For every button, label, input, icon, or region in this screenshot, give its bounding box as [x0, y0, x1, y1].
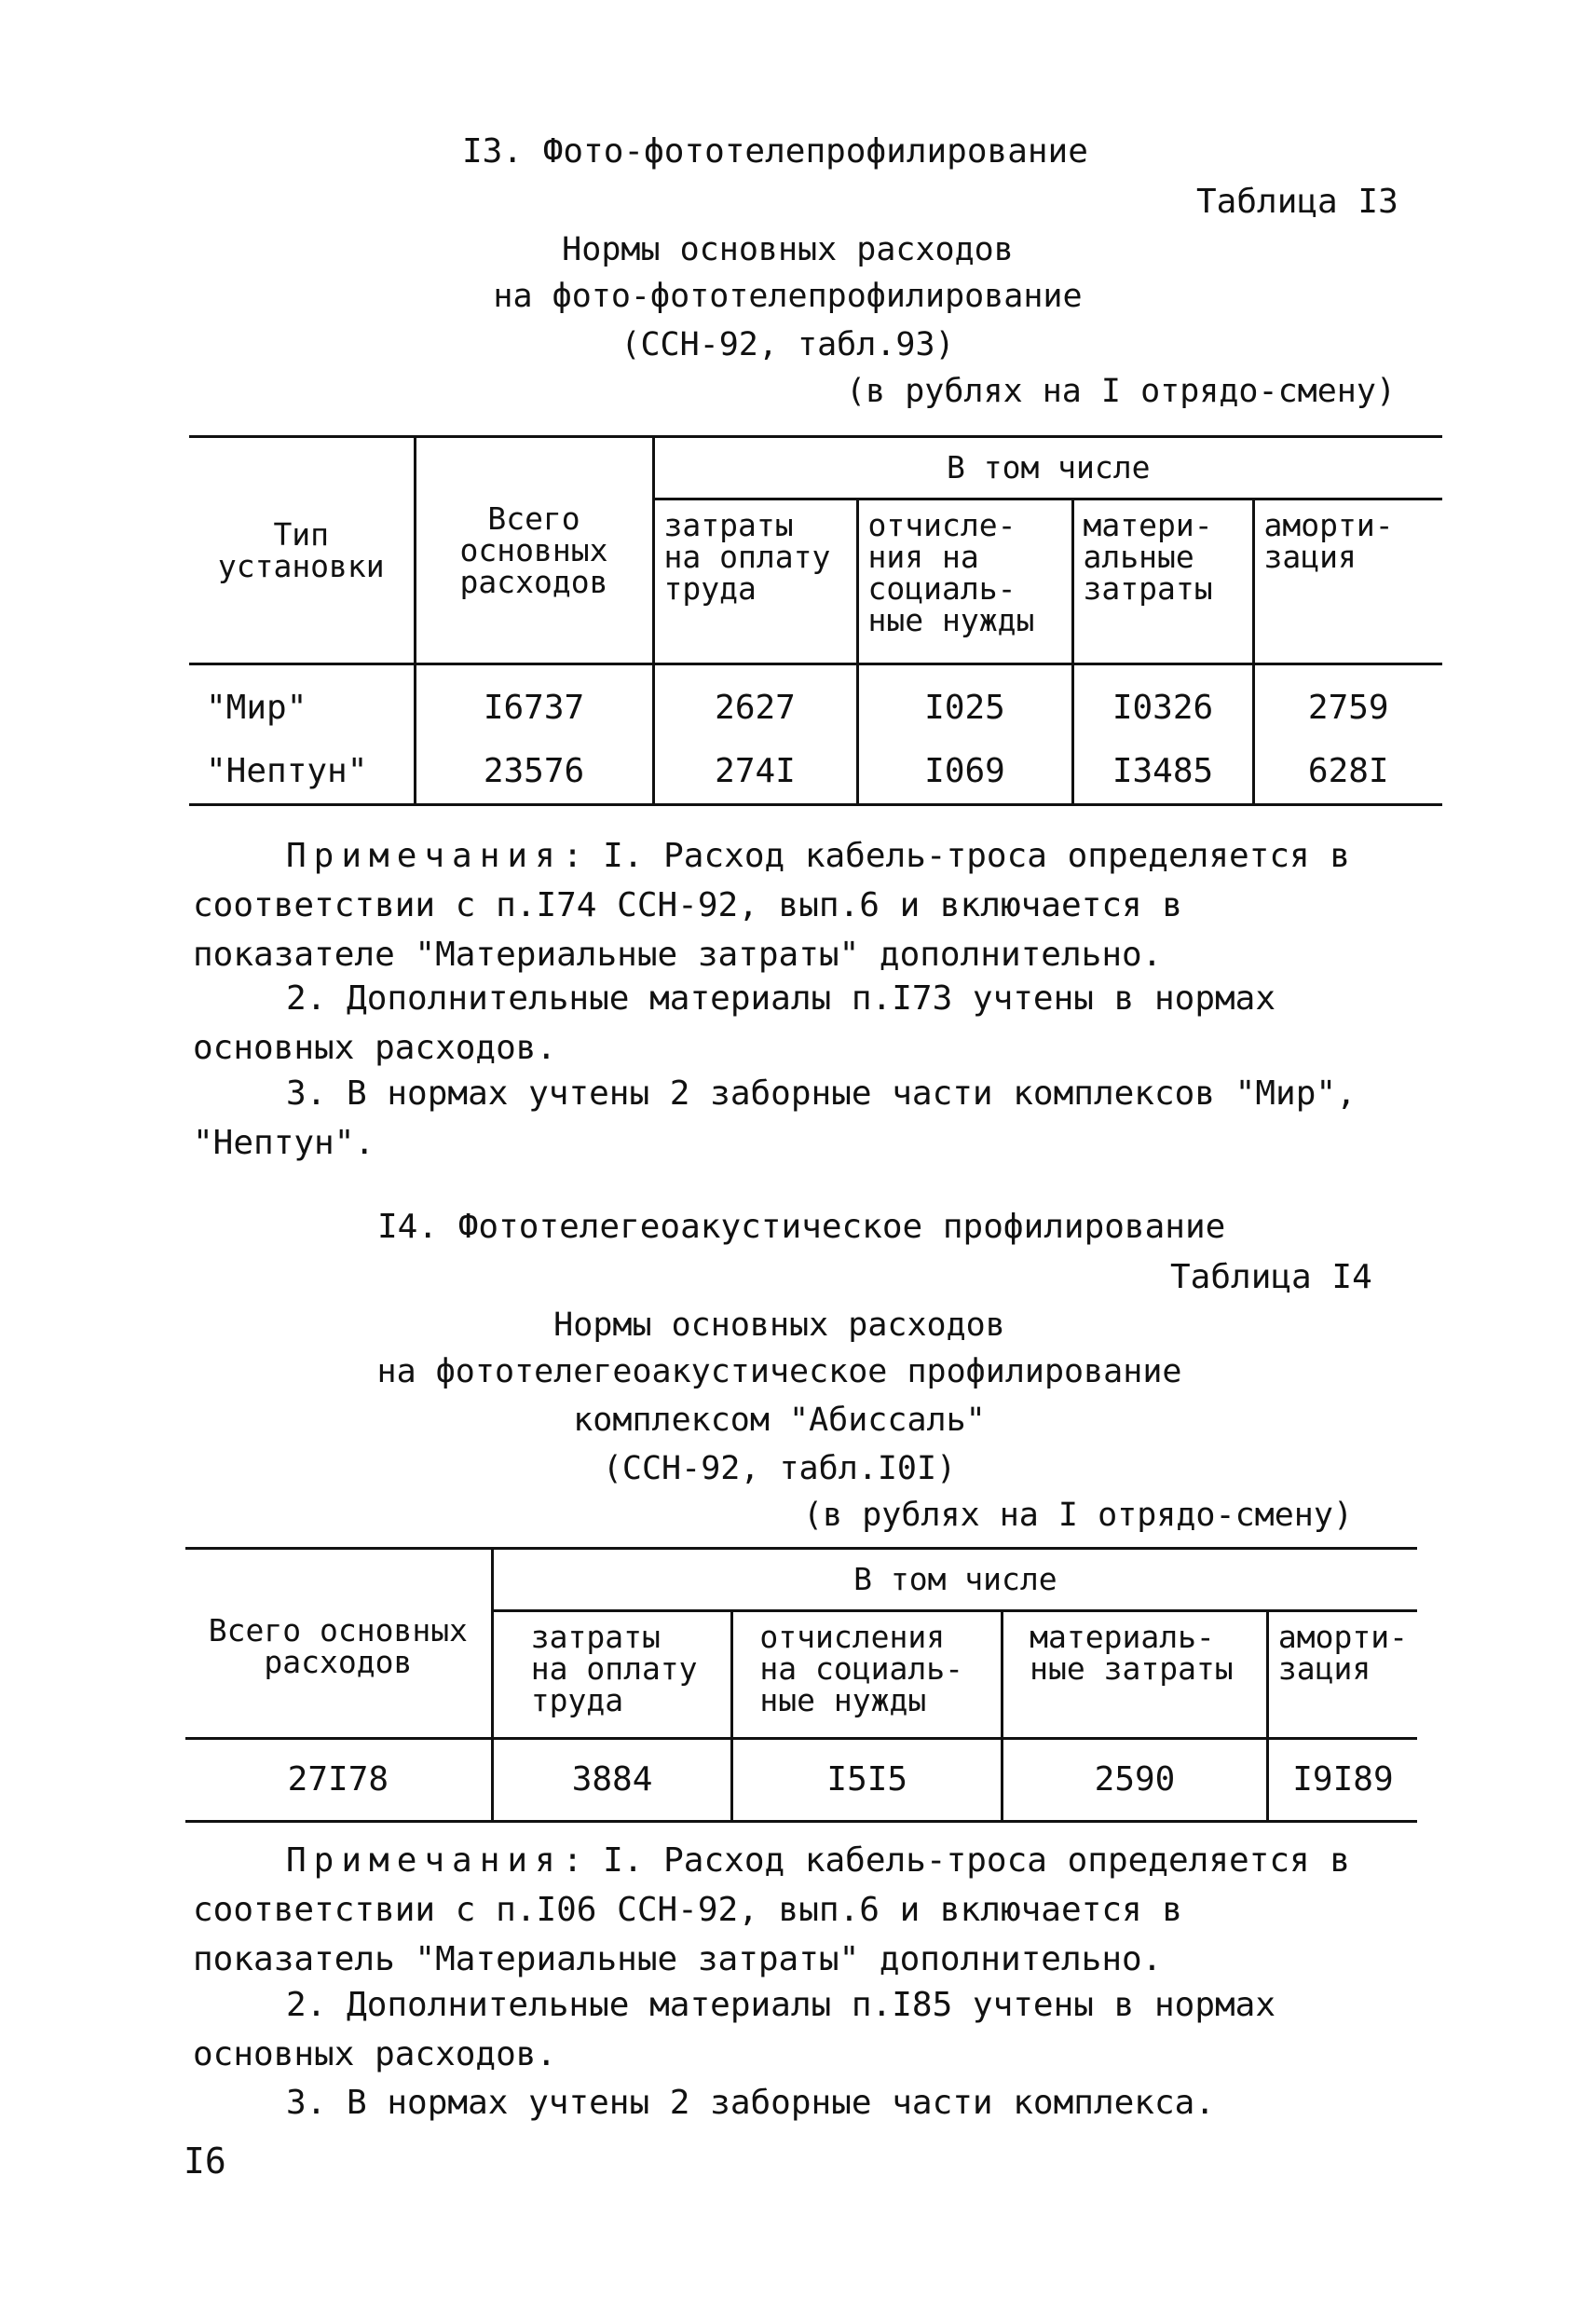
- header-labor: затраты на оплату труда: [492, 1611, 732, 1739]
- header-amortization: аморти- зация: [1267, 1611, 1417, 1739]
- notes-14-2: 2. Дополнительные материалы п.I85 учтены в нормах основных расходов.: [193, 1986, 1276, 2073]
- notes-13-2: 2. Дополнительные материалы п.I73 учтены в нормах основных расходов.: [193, 979, 1276, 1067]
- header-labor: затраты на оплату труда: [653, 499, 857, 664]
- row-material: I3485: [1072, 740, 1253, 805]
- table-13-title-line-2: на фото-фототелепрофилирование: [493, 278, 1083, 315]
- page-number: I6: [184, 2141, 226, 2182]
- notes-13-1-text: : I. Расход кабель-троса определяется в соответствии с п.I74 ССН-92, вып.6 и включается в показателе "Материальные затраты" дополнительно.: [193, 837, 1351, 974]
- notes-14-label: Примечания: [286, 1841, 563, 1880]
- header-type: Тип установки: [189, 437, 415, 664]
- notes-14-1: [193, 1836, 1404, 1984]
- row-type: "Мир": [206, 689, 307, 728]
- notes-14-3: 3. В нормах учтены 2 заборные части комплекса.: [286, 2084, 1215, 2122]
- header-social: отчисления на социаль- ные нужды: [732, 1611, 1003, 1739]
- notes-13-label: Примечания: [286, 837, 563, 875]
- row-labor: 2627: [653, 664, 857, 741]
- row-material: 2590: [1003, 1739, 1268, 1822]
- header-material: материаль- ные затраты: [1003, 1611, 1268, 1739]
- row-material: I0326: [1072, 664, 1253, 741]
- header-group: В том числе: [492, 1549, 1417, 1611]
- table-13-label: Таблица I3: [1196, 183, 1398, 221]
- row-amortization: 2759: [1253, 664, 1442, 741]
- table-13: [189, 435, 1442, 806]
- row-social: I5I5: [732, 1739, 1003, 1822]
- table-row: [189, 664, 1442, 741]
- notes-13-3: 3. В нормах учтены 2 заборные части комплексов "Мир", "Нептун".: [193, 1074, 1357, 1162]
- notes-13-1: [193, 831, 1404, 979]
- table-14-title-line-4: (ССН-92, табл.I0I): [602, 1450, 957, 1487]
- row-total: 23576: [415, 740, 653, 805]
- section-14-heading: I4. Фототелегеоакустическое профилирование: [377, 1208, 1226, 1246]
- row-social: I025: [857, 664, 1072, 741]
- table-14-title-line-2: на фототелегеоакустическое профилирование: [376, 1353, 1182, 1390]
- row-total: 27I78: [287, 1760, 389, 1799]
- row-amortization: 628I: [1253, 740, 1442, 805]
- row-amortization: I9I89: [1267, 1739, 1417, 1822]
- row-labor: 3884: [492, 1739, 732, 1822]
- row-social: I069: [857, 740, 1072, 805]
- table-13-unit: (в рублях на I отрядо-смену): [846, 373, 1397, 410]
- header-total: Всего основных расходов: [185, 1549, 492, 1739]
- notes-14-1-text: : I. Расход кабель-троса определяется в соответствии с п.I06 ССН-92, вып.6 и включается в показатель "Материальные затраты" дополнительно.: [193, 1841, 1351, 1978]
- row-labor: 274I: [653, 740, 857, 805]
- table-14-unit: (в рублях на I отрядо-смену): [803, 1497, 1354, 1534]
- header-social: отчисле- ния на социаль- ные нужды: [857, 499, 1072, 664]
- table-row: [185, 1739, 1417, 1822]
- table-13-title-line-3: (ССН-92, табл.93): [621, 326, 955, 363]
- header-group: В том числе: [653, 437, 1442, 499]
- header-amortization: аморти- зация: [1253, 499, 1442, 664]
- row-total: I6737: [415, 664, 653, 741]
- header-material: матери- альные затраты: [1072, 499, 1253, 664]
- header-total: Всего основных расходов: [415, 437, 653, 664]
- section-13-heading: I3. Фото-фототелепрофилирование: [462, 132, 1088, 171]
- table-14: [185, 1547, 1417, 1823]
- table-14-title-line-3: комплексом "Абиссаль": [573, 1402, 986, 1439]
- row-type: "Нептун": [206, 752, 368, 791]
- table-14-label: Таблица I4: [1170, 1258, 1372, 1296]
- table-row: [189, 740, 1442, 805]
- table-13-title-line-1: Нормы основных расходов: [562, 231, 1014, 268]
- table-14-title-line-1: Нормы основных расходов: [553, 1306, 1005, 1344]
